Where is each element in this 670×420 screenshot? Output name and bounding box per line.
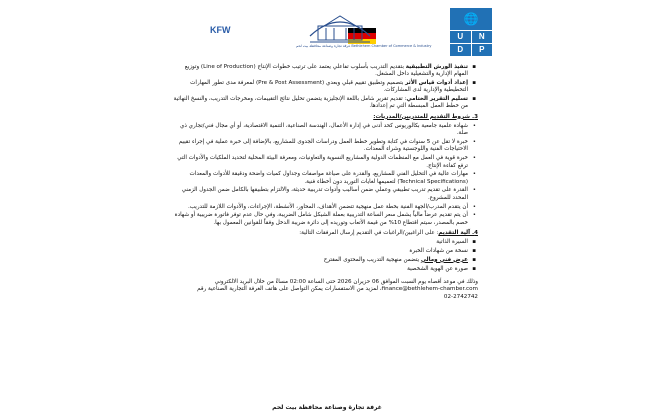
letterhead bbox=[0, 0, 670, 58]
list-item: ▪ السيرة الذاتية bbox=[172, 239, 468, 246]
undp-logo bbox=[450, 8, 492, 58]
list-item: • مهارات عالية في التحليل الفني للمشاريع، والقدرة على صياغة مواصفات وجداول كميات واضحة ودقيقة للأدوات والمعدات (Technical Specifications) لتعميمها لغايات التوريد دون أخطاء فنية. bbox=[172, 171, 468, 186]
footer-signature: غرفة تجارة وصناعة محافظة بيت لحم bbox=[272, 404, 382, 411]
list-item: • شهادة علمية جامعية بكالوريوس كحد أدنى في إدارة الأعمال، الهندسة الصناعية، التنمية الاقتصادية، أو أي مجال فني/تجاري ذي صلة. bbox=[172, 123, 468, 138]
un-globe-icon: 🌐 bbox=[450, 8, 492, 30]
list-item: ▪ نسخة من شهادات الخبرة bbox=[172, 248, 468, 255]
list-item: ▪ تنفيذ الورش التطبيقية بتقديم التدريب بأسلوب تفاعلي يعتمد على ترتيب خطوات الإنتاج (Line of Production) وتوزيع المهام الإدارية والتشغيلية داخل المشغل. bbox=[172, 64, 468, 79]
list-item: • القدرة على تقديم تدريب تطبيقي وعملي ضمن أساليب وأدوات تدريبية حديثة، والالتزام بتطبيقها بالكامل ضمن الجدول الزمني المحدد للمشروع. bbox=[172, 187, 468, 202]
list-item: ▪ عرض فني ومالي يتضمن منهجية التدريب والمحتوى المقترح bbox=[172, 257, 468, 264]
undp-letter: D bbox=[450, 44, 471, 56]
requirements-list bbox=[172, 123, 478, 227]
list-item: ▪ إعداد أدوات قياس الأثر بتصميم وتطبيق تقييم قبلي وبعدي (Pre & Post Assessment) لمعرفة مدى تطور المهارات التخطيطية والإدارية لدى المشاركات. bbox=[172, 80, 468, 95]
document-body bbox=[172, 64, 478, 301]
partner-logo bbox=[172, 12, 208, 48]
kfw-logo-text: KFW bbox=[210, 25, 231, 35]
section-heading: 4. آلية التقديم: على الراغبين/الراغبات في التقديم إرسال المرفقات التالية: bbox=[299, 229, 478, 236]
list-item: ▪ صورة عن الهوية الشخصية bbox=[172, 266, 468, 273]
undp-letter: U bbox=[450, 31, 471, 43]
section-heading: 3. شروط التقديم للمتدربين/المدربات: bbox=[373, 113, 478, 120]
list-item: • أن يتم تقديم عرضاً مالياً يشمل سعر الساعة التدريبية بعملة الشيكل شامل الضريبة، وفي حال عدم توفر فاتورة ضريبية أو شهادة خصم بالمصدر، سيتم اقتطاع 10% من قيمة الأتعاب وتوريده إلى دائرة ضريبة الدخل وفقاً للقوانين المعمول بها. bbox=[172, 212, 468, 227]
undp-letter: P bbox=[472, 44, 493, 56]
list-item: ▪ تسليم التقرير الختامي: تقديم تقرير شامل باللغة الإنجليزية يتضمن تحليل نتائج التقييمات، ومخرجات التدريب، والنسخ النهائية من خطط العمل المبسطة التي تم إعدادها. bbox=[172, 96, 468, 111]
attachments-list bbox=[172, 239, 478, 273]
list-item: • خبرة قوية في العمل مع المنظمات الدولية والمشاريع النسوية والتعاونيات، ومعرفة البيئة المحلية لتحديد الملكيات والأدوات التي ترفع كفاءة الإنتاج. bbox=[172, 155, 468, 170]
undp-letter: N bbox=[472, 31, 493, 43]
list-item: • أن يتقدم المدرب/الجهة الفنية بخطة عمل منهجية تتضمن الأهداف، المحاور، الأنشطة، الإجراءات، والأدوات اللازمة للتدريب. bbox=[172, 204, 468, 211]
deadline-paragraph: وذلك في موعد أقصاه يوم السبت الموافق 06 حزيران 2026 حتى الساعة 02:00 مساءً من خلال البريد الالكتروني finance@bethlehem-chamber.com، لمزيد من الاستفسارات يمكن التواصل على هاتف الغرفة التجارية الصناعية رقم 2742742-02 bbox=[197, 278, 478, 300]
chamber-name: غرفة تجارة وصناعة محافظة بيت لحم Bethlehem Chamber of Commerce & Industry bbox=[296, 44, 432, 48]
list-item: • خبرة لا تقل عن 5 سنوات في كتابة وتطوير خطط العمل ودراسات الجدوى للمشاريع، بالإضافة إلى خبرة عملية في إجراء تقييم الاحتياجات الفنية واللوجستية وشراء المعدات. bbox=[172, 139, 468, 154]
tasks-list bbox=[172, 64, 478, 111]
